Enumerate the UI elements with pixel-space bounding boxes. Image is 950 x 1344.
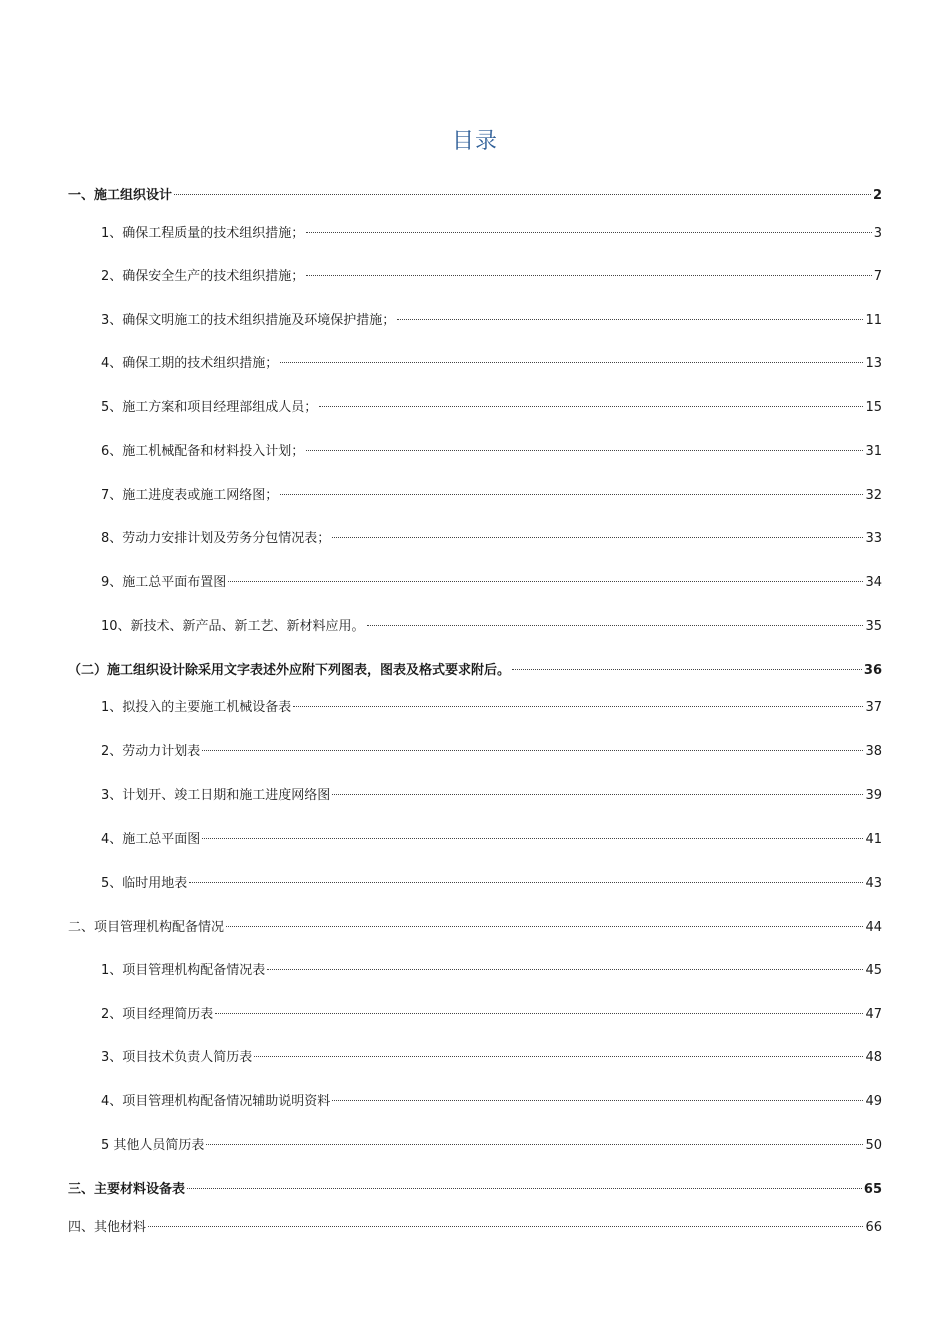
toc-page-number: 35	[865, 619, 882, 634]
toc-entry-text: 4、施工总平面图	[101, 832, 201, 847]
toc-entry[interactable]	[68, 917, 882, 939]
toc-page-number: 49	[865, 1094, 882, 1109]
toc-page-number: 13	[865, 356, 882, 371]
toc-dot-leader	[332, 537, 863, 538]
toc-dot-leader	[306, 232, 871, 233]
toc-entry[interactable]	[101, 741, 882, 763]
toc-dot-leader	[202, 750, 863, 751]
toc-dot-leader	[189, 882, 863, 883]
toc-entry[interactable]	[101, 310, 882, 332]
toc-dot-leader	[306, 450, 863, 451]
toc-page-number: 3	[873, 226, 882, 241]
toc-entry[interactable]	[101, 697, 882, 719]
toc-page-number: 66	[865, 1220, 882, 1235]
toc-entry[interactable]	[68, 1179, 882, 1201]
toc-page-number: 37	[865, 700, 882, 715]
toc-dot-leader	[512, 669, 862, 670]
toc-entry[interactable]	[101, 441, 882, 463]
toc-entry-text: 10、新技术、新产品、新工艺、新材料应用。	[101, 619, 365, 634]
toc-page-number: 45	[865, 963, 882, 978]
toc-page-number: 38	[865, 744, 882, 759]
toc-entry-text: 7、施工进度表或施工网络图；	[101, 488, 279, 503]
toc-page-number: 48	[865, 1050, 882, 1065]
toc-entry-text: （二）施工组织设计除采用文字表述外应附下列图表，图表及格式要求附后。	[68, 663, 511, 678]
toc-entry[interactable]	[101, 785, 882, 807]
toc-entry-text: 1、确保工程质量的技术组织措施；	[101, 226, 305, 241]
toc-entry-text: 5、临时用地表	[101, 876, 188, 891]
toc-dot-leader	[332, 1100, 863, 1101]
toc-dot-leader	[228, 581, 863, 582]
toc-dot-leader	[280, 362, 863, 363]
toc-entry-text: 5 其他人员简历表	[101, 1138, 205, 1153]
toc-dot-leader	[254, 1056, 863, 1057]
toc-entry-text: 2、劳动力计划表	[101, 744, 201, 759]
toc-dot-leader	[187, 1188, 862, 1189]
toc-entry[interactable]	[101, 1004, 882, 1026]
toc-entry[interactable]	[68, 185, 882, 207]
toc-page-number: 33	[865, 531, 882, 546]
toc-entry-text: 4、项目管理机构配备情况辅助说明资料	[101, 1094, 331, 1109]
toc-page-number: 15	[865, 400, 882, 415]
toc-entry-text: 三、主要材料设备表	[68, 1182, 186, 1197]
toc-entry-text: 2、确保安全生产的技术组织措施；	[101, 269, 305, 284]
toc-page-number: 36	[863, 663, 882, 678]
toc-entry[interactable]	[101, 1135, 882, 1157]
toc-entry-text: 四、其他材料	[68, 1220, 147, 1235]
toc-entry-text: 一、施工组织设计	[68, 188, 173, 203]
toc-entry-text: 9、施工总平面布置图	[101, 575, 227, 590]
toc-entry[interactable]	[101, 616, 882, 638]
toc-entry[interactable]	[101, 266, 882, 288]
toc-dot-leader	[280, 494, 863, 495]
toc-page-number: 44	[865, 920, 882, 935]
toc-entry[interactable]	[101, 829, 882, 851]
toc-entry-text: 3、项目技术负责人简历表	[101, 1050, 253, 1065]
toc-page-number: 41	[865, 832, 882, 847]
toc-entry[interactable]	[101, 1047, 882, 1069]
toc-page-number: 11	[865, 313, 882, 328]
toc-dot-leader	[206, 1144, 863, 1145]
toc-entry-text: 2、项目经理简历表	[101, 1007, 214, 1022]
toc-entry[interactable]	[101, 1091, 882, 1113]
toc-entry[interactable]	[101, 397, 882, 419]
toc-entry[interactable]	[101, 572, 882, 594]
toc-page-number: 39	[865, 788, 882, 803]
toc-dot-leader	[319, 406, 863, 407]
toc-dot-leader	[215, 1013, 863, 1014]
toc-entry-text: 6、施工机械配备和材料投入计划；	[101, 444, 305, 459]
toc-entry[interactable]	[101, 528, 882, 550]
toc-entry-text: 3、确保文明施工的技术组织措施及环境保护措施；	[101, 313, 396, 328]
toc-entry-text: 二、项目管理机构配备情况	[68, 920, 225, 935]
toc-page-number: 2	[872, 188, 882, 203]
toc-page-number: 47	[865, 1007, 882, 1022]
toc-entry-text: 3、计划开、竣工日期和施工进度网络图	[101, 788, 331, 803]
toc-page-number: 65	[863, 1182, 882, 1197]
toc-dot-leader	[332, 794, 863, 795]
toc-dot-leader	[397, 319, 863, 320]
toc-entry[interactable]	[101, 223, 882, 245]
toc-dot-leader	[293, 706, 863, 707]
toc-dot-leader	[367, 625, 864, 626]
toc-entry[interactable]	[101, 353, 882, 375]
toc-title: 目录	[451, 129, 498, 154]
toc-entry[interactable]	[101, 485, 882, 507]
toc-dot-leader	[306, 275, 871, 276]
toc-page-number: 31	[865, 444, 882, 459]
toc-dot-leader	[267, 969, 863, 970]
toc-dot-leader	[148, 1226, 863, 1227]
toc-dot-leader	[202, 838, 863, 839]
toc-entry[interactable]	[101, 873, 882, 895]
toc-entry-text: 8、劳动力安排计划及劳务分包情况表；	[101, 531, 331, 546]
toc-entry[interactable]	[101, 960, 882, 982]
toc-page-number: 34	[865, 575, 882, 590]
toc-page-number: 32	[865, 488, 882, 503]
toc-entry-text: 5、施工方案和项目经理部组成人员；	[101, 400, 318, 415]
toc-dot-leader	[174, 194, 871, 195]
toc-entry[interactable]	[68, 1217, 882, 1239]
toc-page-number: 50	[865, 1138, 882, 1153]
toc-entry-text: 1、拟投入的主要施工机械设备表	[101, 700, 292, 715]
toc-dot-leader	[226, 926, 863, 927]
toc-entry-text: 4、确保工期的技术组织措施；	[101, 356, 279, 371]
toc-page-number: 43	[865, 876, 882, 891]
toc-entry-text: 1、项目管理机构配备情况表	[101, 963, 266, 978]
toc-entry[interactable]	[68, 660, 882, 682]
toc-page-number: 7	[873, 269, 882, 284]
